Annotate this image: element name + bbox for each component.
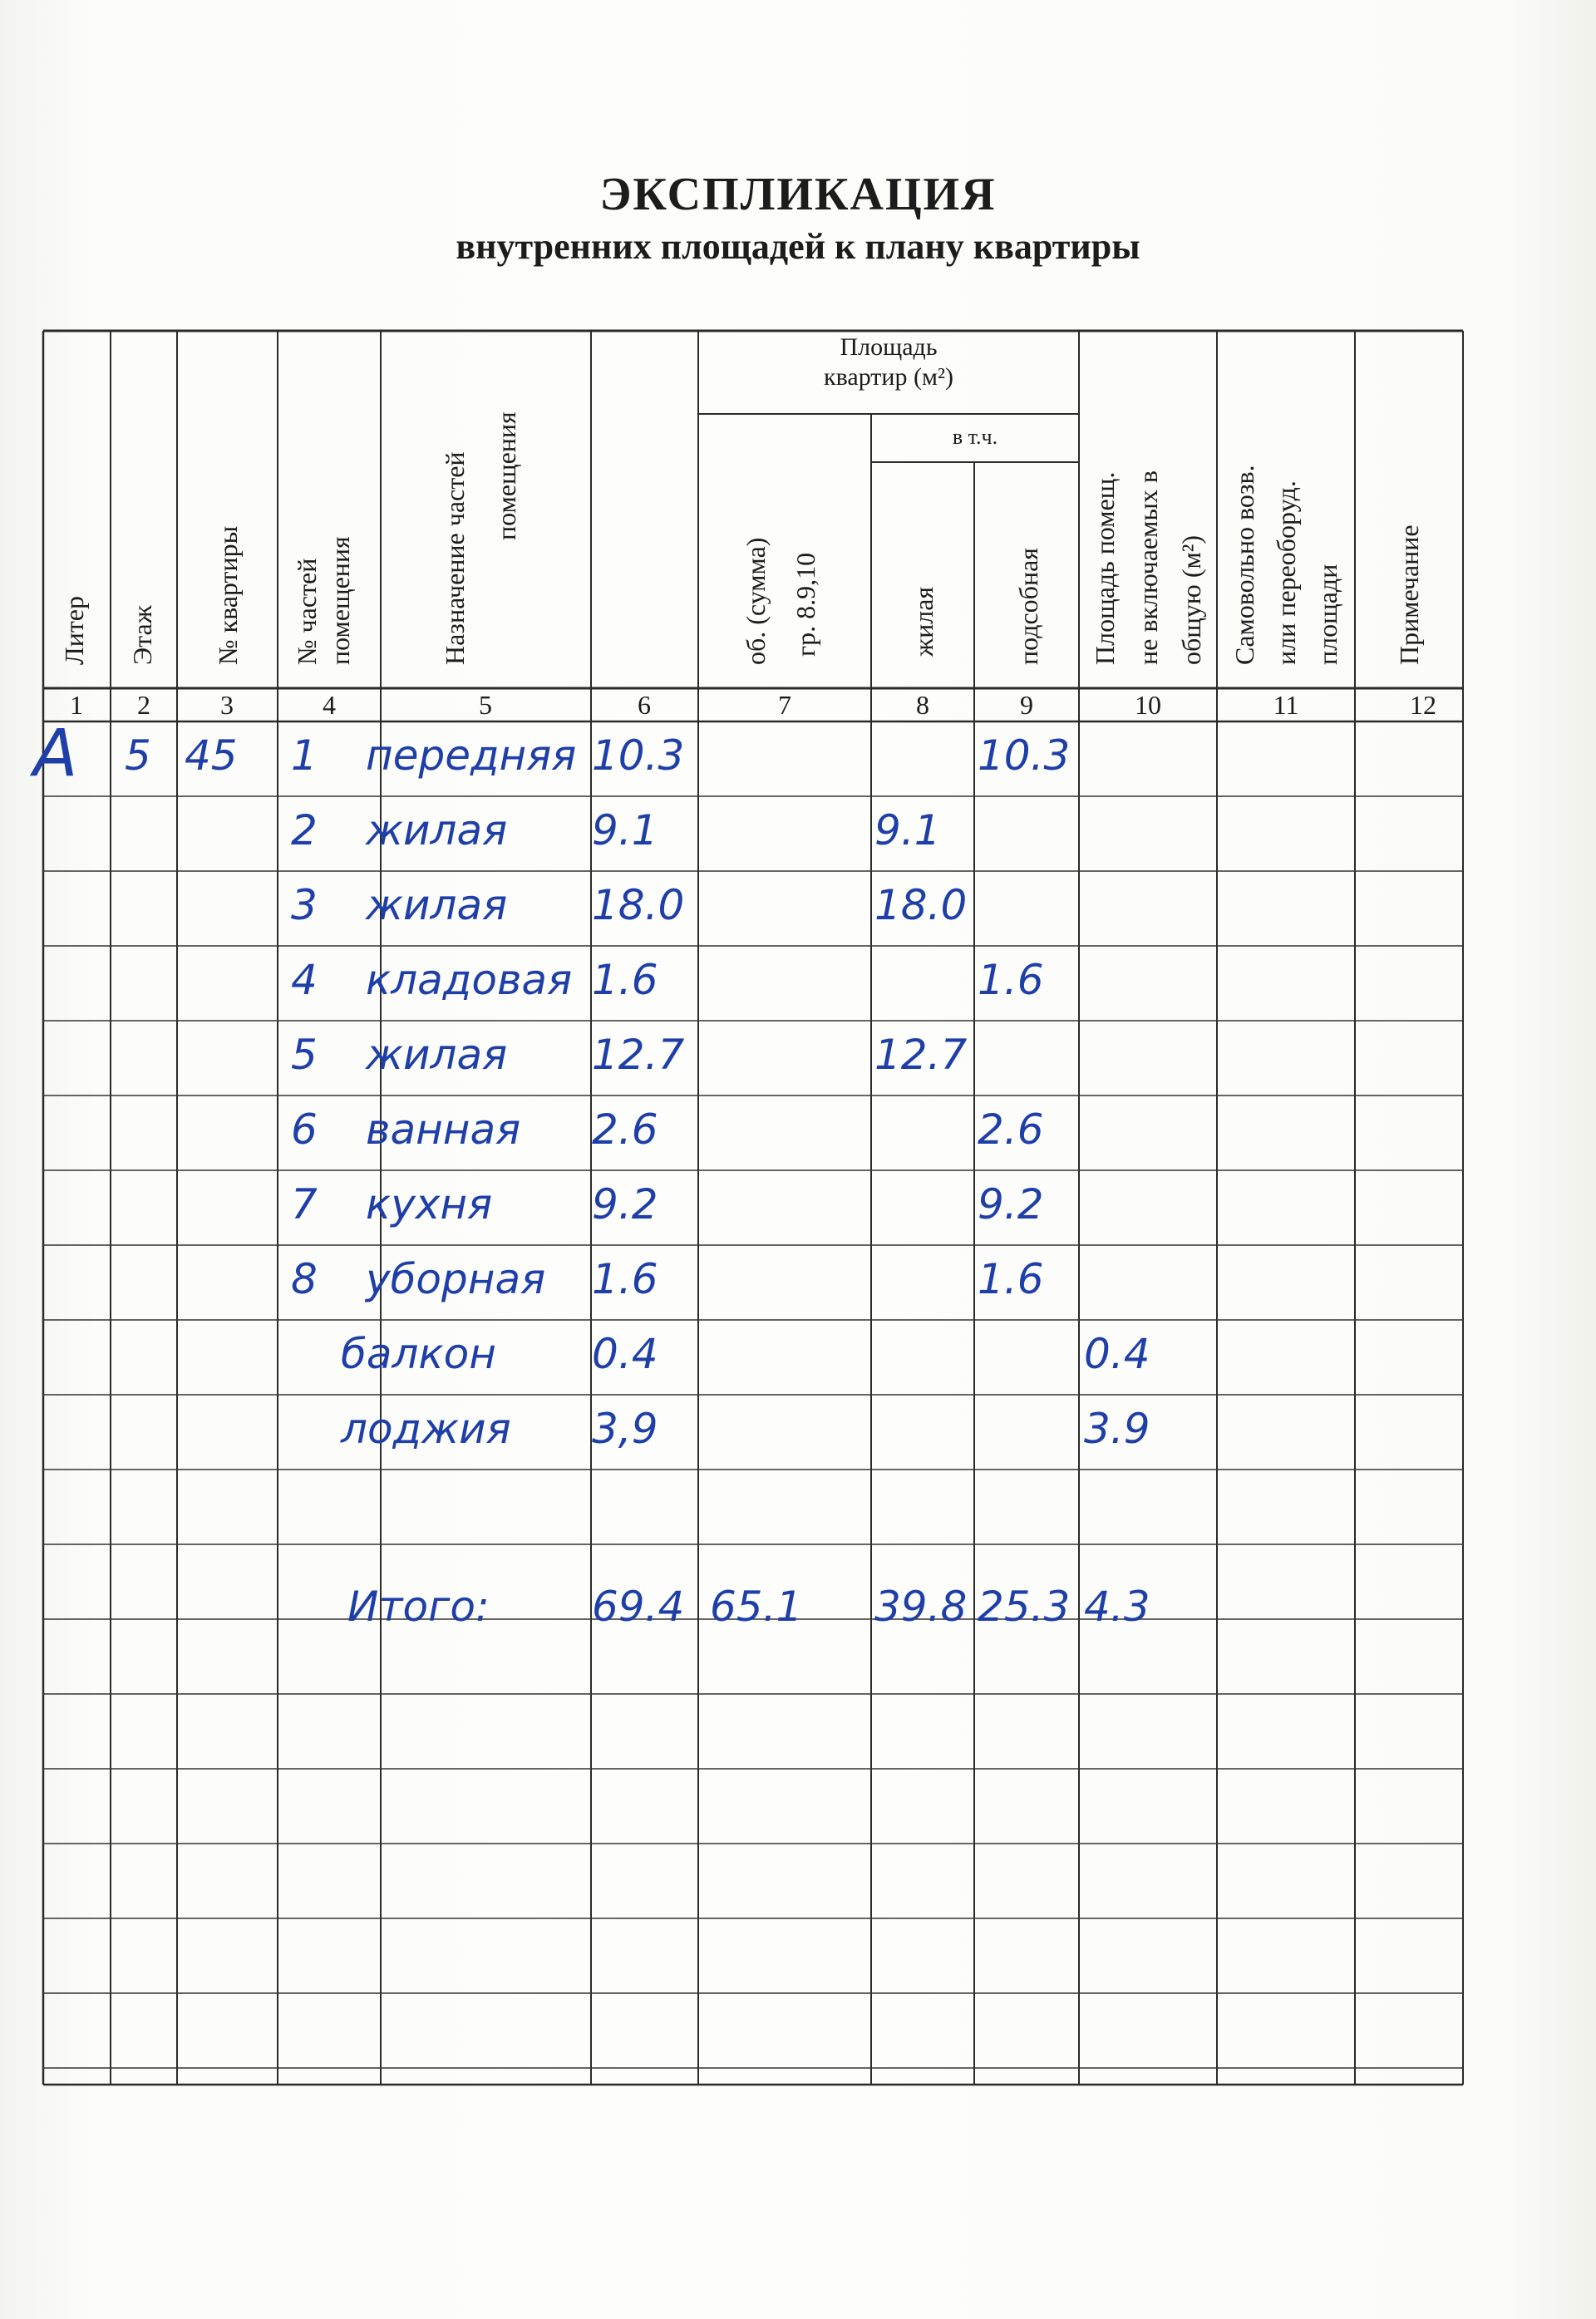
cell-podsob: 9.2: [978, 1180, 1044, 1228]
cell-name: лоджия: [341, 1405, 511, 1453]
totals-label: Итого:: [347, 1583, 490, 1631]
header-naznach-1: Назначение частей: [440, 451, 470, 665]
column-number: 6: [638, 690, 651, 720]
cell-total: 3,9: [592, 1405, 658, 1453]
header-ploshad-line1: Площадь: [840, 333, 938, 361]
cell-num: 6: [291, 1105, 318, 1154]
cell-etazh: 5: [125, 731, 151, 780]
cell-name: жилая: [366, 881, 508, 929]
cell-total: 1.6: [592, 1255, 658, 1303]
header-kvartira: № квартиры: [213, 525, 243, 665]
header-chast-2: помещения: [325, 536, 355, 665]
cell-liter: А: [33, 716, 78, 791]
cell-podsob: 1.6: [978, 956, 1044, 1004]
cell-total: 18.0: [592, 881, 685, 929]
totals-zhil: 39.8: [874, 1583, 968, 1631]
header-samov-2: или переоборуд.: [1271, 480, 1301, 665]
header-zhilaya: жилая: [909, 586, 938, 657]
cell-name: передняя: [366, 731, 577, 780]
cell-num: 4: [291, 956, 318, 1004]
totals-ob: 65.1: [710, 1583, 803, 1631]
cell-total: 2.6: [592, 1105, 658, 1154]
header-samov-3: площади: [1313, 564, 1342, 665]
header-ne-vkl-2: не включаемых в: [1133, 470, 1163, 665]
cell-zhil: 18.0: [874, 881, 968, 929]
cell-podsob: 10.3: [978, 731, 1071, 780]
column-number: 5: [479, 690, 492, 720]
column-number: 7: [778, 690, 791, 720]
header-ne-vkl-3: общую (м²): [1176, 535, 1206, 665]
column-number: 2: [137, 690, 150, 720]
header-chast-1: № частей: [292, 558, 322, 665]
cell-num: 7: [291, 1180, 318, 1228]
totals-ne-vkl: 4.3: [1084, 1583, 1150, 1631]
totals-podsob: 25.3: [978, 1583, 1071, 1631]
document-subtitle: внутренних площадей к плану квартиры: [456, 226, 1140, 267]
cell-total: 10.3: [592, 731, 685, 780]
column-number: 10: [1135, 690, 1161, 720]
header-ob-2: гр. 8.9,10: [791, 552, 820, 657]
cell-name: уборная: [366, 1255, 546, 1303]
header-ploshad: [698, 332, 1079, 392]
header-samov-1: Самовольно возв.: [1229, 465, 1259, 665]
cell-kvartira: 45: [185, 731, 238, 780]
cell-podsob: 2.6: [978, 1105, 1044, 1154]
column-number: 3: [220, 690, 234, 720]
cell-podsob: 1.6: [978, 1255, 1044, 1303]
header-naznach-2: помещения: [491, 411, 521, 540]
cell-num: 8: [291, 1255, 318, 1303]
column-number: 11: [1273, 690, 1299, 720]
cell-num: 3: [291, 881, 318, 929]
cell-name: ванная: [366, 1105, 521, 1154]
document-title: ЭКСПЛИКАЦИЯ: [599, 169, 997, 220]
cell-ne-vkl: 0.4: [1084, 1330, 1150, 1378]
cell-num: 2: [291, 806, 318, 854]
cell-zhil: 12.7: [874, 1031, 968, 1079]
header-primechanie: Примечание: [1394, 524, 1424, 665]
cell-name: балкон: [341, 1330, 496, 1378]
cell-total: 0.4: [592, 1330, 658, 1378]
cell-total: 9.2: [592, 1180, 658, 1228]
header-ploshad-line2: квартир (м²): [824, 363, 953, 391]
cell-name: жилая: [366, 806, 508, 854]
header-liter: Литер: [59, 595, 89, 665]
column-number: 8: [916, 690, 929, 720]
cell-total: 12.7: [592, 1031, 685, 1079]
cell-num: 1: [291, 731, 318, 780]
cell-total: 9.1: [592, 806, 658, 854]
cell-total: 1.6: [592, 956, 658, 1004]
cell-zhil: 9.1: [874, 806, 941, 854]
header-ob-1: об. (сумма): [741, 537, 771, 665]
cell-name: кладовая: [366, 956, 573, 1004]
header-podsobnaya: подсобная: [1013, 547, 1043, 665]
header-vtch: в т.ч.: [952, 425, 998, 449]
cell-num: 5: [291, 1031, 318, 1079]
cell-name: жилая: [366, 1031, 508, 1079]
column-number: 4: [323, 690, 336, 720]
cell-ne-vkl: 3.9: [1084, 1405, 1150, 1453]
column-number: 12: [1410, 690, 1436, 720]
column-number: 9: [1020, 690, 1033, 720]
header-etazh: Этаж: [127, 605, 157, 665]
column-number: 1: [70, 690, 83, 720]
cell-name: кухня: [366, 1180, 493, 1228]
header-ne-vkl-1: Площадь помещ.: [1090, 471, 1120, 665]
totals-total: 69.4: [592, 1583, 685, 1631]
